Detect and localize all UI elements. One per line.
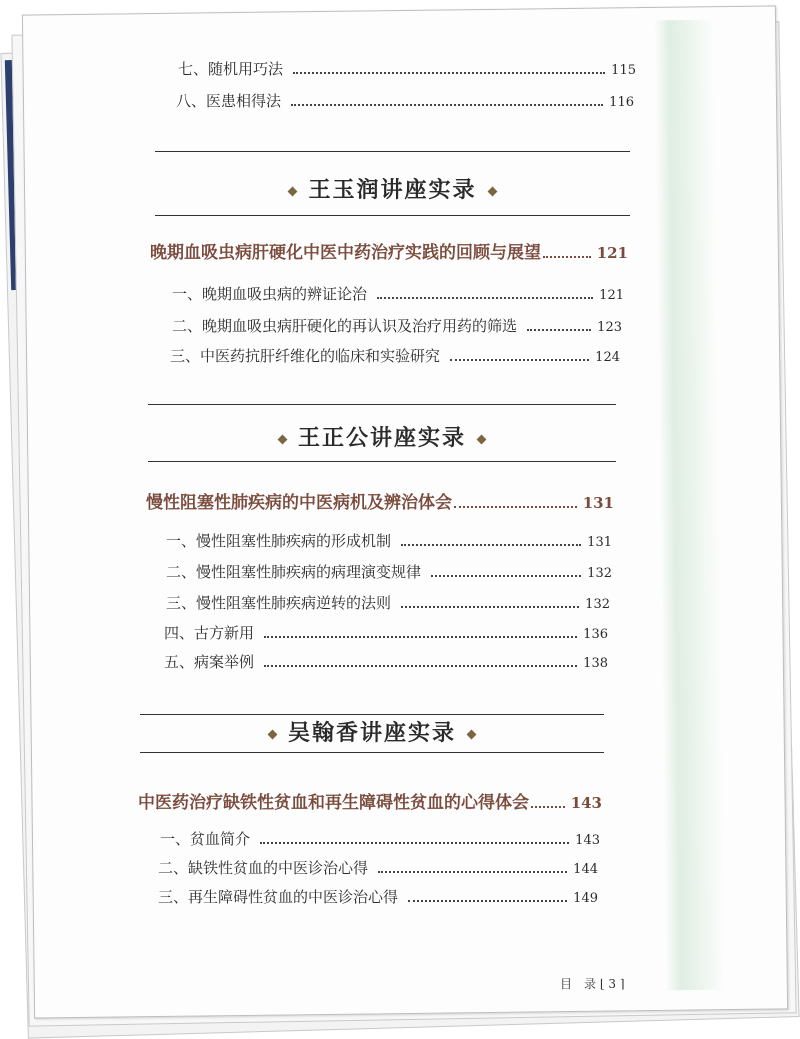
leader-dots [264, 635, 577, 638]
leader-dots [454, 505, 577, 508]
section-rule-top [148, 404, 616, 405]
diamond-icon [288, 186, 298, 196]
toc-entry[interactable] [172, 283, 624, 304]
section-rule-top [140, 714, 604, 715]
leader-dots [293, 71, 605, 74]
section-header [148, 421, 616, 452]
toc-entry[interactable] [160, 828, 600, 849]
toc-entry-page: 116 [609, 95, 634, 110]
toc-entry-title: 二、缺铁性贫血的中医诊治心得 [158, 859, 369, 877]
subtitle-page: 131 [582, 494, 614, 512]
toc-entry-title: 三、慢性阻塞性肺疾病逆转的法则 [166, 594, 392, 612]
section-rule-bottom [155, 215, 630, 216]
subtitle-text: 慢性阻塞性肺疾病的中医病机及辨治体会 [146, 493, 452, 513]
section-header-text: 王玉润讲座实录 [308, 178, 477, 203]
footer-label: 目 录 [560, 977, 597, 991]
section-rule-bottom [140, 752, 604, 753]
toc-entry-page: 132 [587, 566, 612, 581]
diamond-icon [487, 186, 497, 196]
toc-entry-title: 二、晚期血吸虫病肝硬化的再认识及治疗用药的筛选 [172, 317, 518, 335]
footer-corner-mark: ⌉ [619, 977, 625, 991]
subtitle-text: 中医药治疗缺铁性贫血和再生障碍性贫血的心得体会 [138, 793, 529, 813]
leader-dots [291, 103, 603, 106]
toc-entry-page: 124 [595, 350, 620, 365]
section-rule-bottom [148, 461, 616, 462]
section-header [140, 716, 604, 747]
toc-entry[interactable] [158, 857, 598, 878]
leader-dots [401, 605, 579, 608]
section-rule-top [155, 151, 630, 152]
toc-entry-title: 四、古方新用 [164, 624, 255, 642]
leader-dots [377, 296, 593, 299]
leader-dots [260, 841, 569, 844]
toc-entry[interactable] [166, 530, 612, 551]
footer-corner-mark: ⌊ [599, 977, 605, 991]
toc-entry-title: 一、晚期血吸虫病的辨证论治 [172, 285, 368, 303]
section-header-text: 王正公讲座实录 [297, 426, 466, 451]
toc-entry-page: 121 [599, 288, 624, 303]
section-subtitle[interactable] [146, 488, 614, 513]
toc-entry[interactable] [158, 886, 598, 907]
toc-entry[interactable] [164, 651, 608, 672]
toc-entry-title: 三、再生障碍性贫血的中医诊治心得 [158, 888, 399, 906]
leader-dots [531, 805, 565, 808]
page-footer [560, 975, 625, 992]
toc-entry[interactable] [164, 622, 608, 643]
section-subtitle[interactable] [150, 238, 628, 263]
toc-entry-title: 一、贫血简介 [160, 830, 251, 848]
diamond-icon [467, 729, 477, 739]
subtitle-page: 121 [596, 244, 628, 262]
toc-entry-page: 132 [585, 597, 610, 612]
toc-entry[interactable] [172, 315, 622, 336]
section-header-text: 吴翰香讲座实录 [287, 721, 456, 746]
toc-entry-page: 136 [583, 627, 608, 642]
toc-entry-title: 五、病案举例 [164, 653, 255, 671]
toc-entry-page: 143 [575, 833, 600, 848]
toc-entry-page: 123 [597, 320, 622, 335]
leader-dots [450, 358, 589, 361]
toc-entry[interactable] [178, 58, 636, 79]
subtitle-page: 143 [570, 794, 602, 812]
toc-entry-page: 131 [587, 535, 612, 550]
diamond-icon [278, 434, 288, 444]
section-header [155, 173, 630, 204]
toc-entry-page: 138 [583, 656, 608, 671]
toc-entry-title: 三、中医药抗肝纤维化的临床和实验研究 [170, 347, 441, 365]
leader-dots [408, 899, 567, 902]
section-subtitle[interactable] [138, 788, 602, 813]
toc-entry-page: 144 [573, 862, 598, 877]
subtitle-text: 晚期血吸虫病肝硬化中医中药治疗实践的回顾与展望 [150, 243, 541, 263]
toc-entry-page: 115 [611, 63, 636, 78]
diamond-icon [268, 729, 278, 739]
toc-entry[interactable] [170, 345, 620, 366]
leader-dots [378, 870, 567, 873]
leader-dots [264, 664, 577, 667]
footer-page-number: 3 [608, 977, 616, 991]
leader-dots [527, 328, 591, 331]
toc-entry-title: 二、慢性阻塞性肺疾病的病理演变规律 [166, 563, 422, 581]
toc-entry[interactable] [166, 561, 612, 582]
toc-entry-title: 七、随机用巧法 [178, 60, 284, 78]
leader-dots [431, 574, 581, 577]
toc-entry[interactable] [176, 90, 634, 111]
diamond-icon [477, 434, 487, 444]
toc-entry-title: 八、医患相得法 [176, 92, 282, 110]
leader-dots [543, 255, 591, 258]
leader-dots [401, 543, 581, 546]
toc-entry-title: 一、慢性阻塞性肺疾病的形成机制 [166, 532, 392, 550]
toc-entry[interactable] [166, 592, 610, 613]
toc-entry-page: 149 [573, 891, 598, 906]
